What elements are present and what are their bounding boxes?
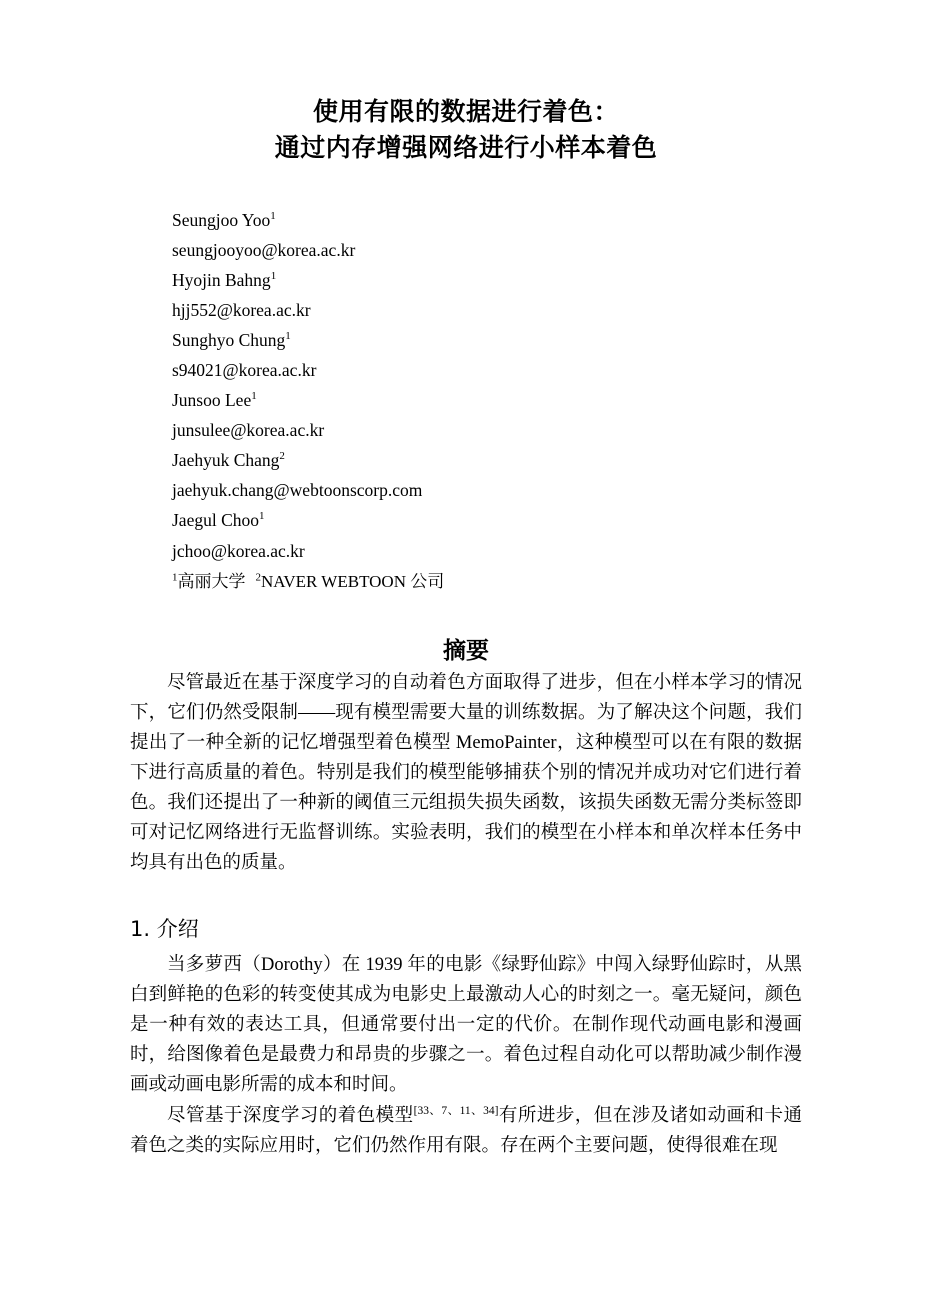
author-name: Sunghyo Chung — [172, 329, 286, 350]
author-email-text: s94021@korea.ac.kr — [172, 359, 317, 380]
author-entry — [172, 325, 802, 355]
author-name: Jaegul Choo — [172, 510, 260, 531]
author-name: Seungjoo Yoo — [172, 209, 271, 230]
page-title — [130, 95, 802, 165]
author-affil-marker: 1 — [259, 510, 265, 523]
author-name: Jaehyuk Chang — [172, 450, 280, 471]
author-email — [172, 235, 802, 265]
author-email-text: seungjooyoo@korea.ac.kr — [172, 239, 356, 260]
author-entry — [172, 505, 802, 535]
author-affil-marker: 1 — [285, 330, 291, 343]
author-affil-marker: 1 — [251, 390, 257, 403]
title-line-2: 通过内存增强网络进行小样本着色 — [274, 132, 658, 162]
author-email — [172, 295, 802, 325]
author-entry — [172, 385, 802, 415]
author-entry — [172, 265, 802, 295]
author-affil-marker: 1 — [270, 269, 277, 282]
author-email — [172, 536, 802, 566]
title-line-1: 使用有限的数据进行着色： — [312, 97, 619, 126]
author-name: Hyojin Bahng — [172, 269, 271, 290]
intro-paragraph-1: 当多萝西（Dorothy）在 1939 年的电影《绿野仙踪》中闯入绿野仙踪时，从黑白到鲜艳的色彩的转变使其成为电影史上最激动人心的时刻之一。毫无疑问，颜色是一种有效的表达工具，但通常要付出一定的代价。在制作现代动画电影和漫画时，给图像着色是最费力和昂贵的步骤之一。着色过程自动化可以帮助减少制作漫画或动画电影所需的成本和时间。 — [130, 954, 802, 1095]
affiliation-marker-1: 1 — [172, 570, 178, 583]
intro-paragraph-2-suffix: 有所进步，但在涉及诸如动画和卡通着色之类的实际应用时，它们仍然作用有限。存在两个主要问题，使得很难在现 — [130, 1106, 802, 1157]
intro-paragraph-2-prefix: 尽管基于深度学习的着色模型 — [167, 1106, 414, 1127]
author-list — [172, 205, 802, 596]
affiliation-name-1: 高丽大学 — [177, 571, 246, 591]
author-entry — [172, 205, 802, 235]
author-entry — [172, 445, 802, 475]
citation-reference: [33、7、11、34] — [413, 1105, 499, 1118]
abstract-body: 尽管最近在基于深度学习的自动着色方面取得了进步，但在小样本学习的情况下，它们仍然受限制——现有模型需要大量的训练数据。为了解决这个问题，我们提出了一种全新的记忆增强型着色模型 MemoPainter，这种模型可以在有限的数据下进行高质量的着色。特别是我们的模型能够捕获个别的情况并成功对它们进行着色。我们还提出了一种新的阈值三元组损失损失函数，该损失函数无需分类标签即可对记忆网络进行无监督训练。实验表明，我们的模型在小样本和单次样本任务中均具有出色的质量。 — [130, 672, 802, 873]
author-email-text: junsulee@korea.ac.kr — [172, 420, 325, 441]
author-email-text: jchoo@korea.ac.kr — [172, 540, 305, 561]
author-email — [172, 415, 802, 445]
author-email — [172, 475, 802, 505]
author-email-text: jaehyuk.chang@webtoonscorp.com — [172, 480, 423, 501]
author-affil-marker: 1 — [270, 209, 276, 222]
page-content — [130, 95, 802, 1162]
intro-paragraph-2 — [130, 1102, 802, 1162]
author-name: Junsoo Lee — [172, 390, 252, 411]
affiliation-marker-2: 2 — [255, 570, 261, 583]
section-heading-introduction: 1. 介绍 — [130, 916, 199, 941]
author-affil-marker: 2 — [279, 450, 285, 463]
author-email-text: hjj552@korea.ac.kr — [172, 299, 311, 320]
abstract-heading: 摘要 — [443, 637, 489, 664]
author-email — [172, 355, 802, 385]
affiliation-line — [172, 567, 802, 596]
affiliation-name-2: NAVER WEBTOON 公司 — [261, 571, 445, 591]
